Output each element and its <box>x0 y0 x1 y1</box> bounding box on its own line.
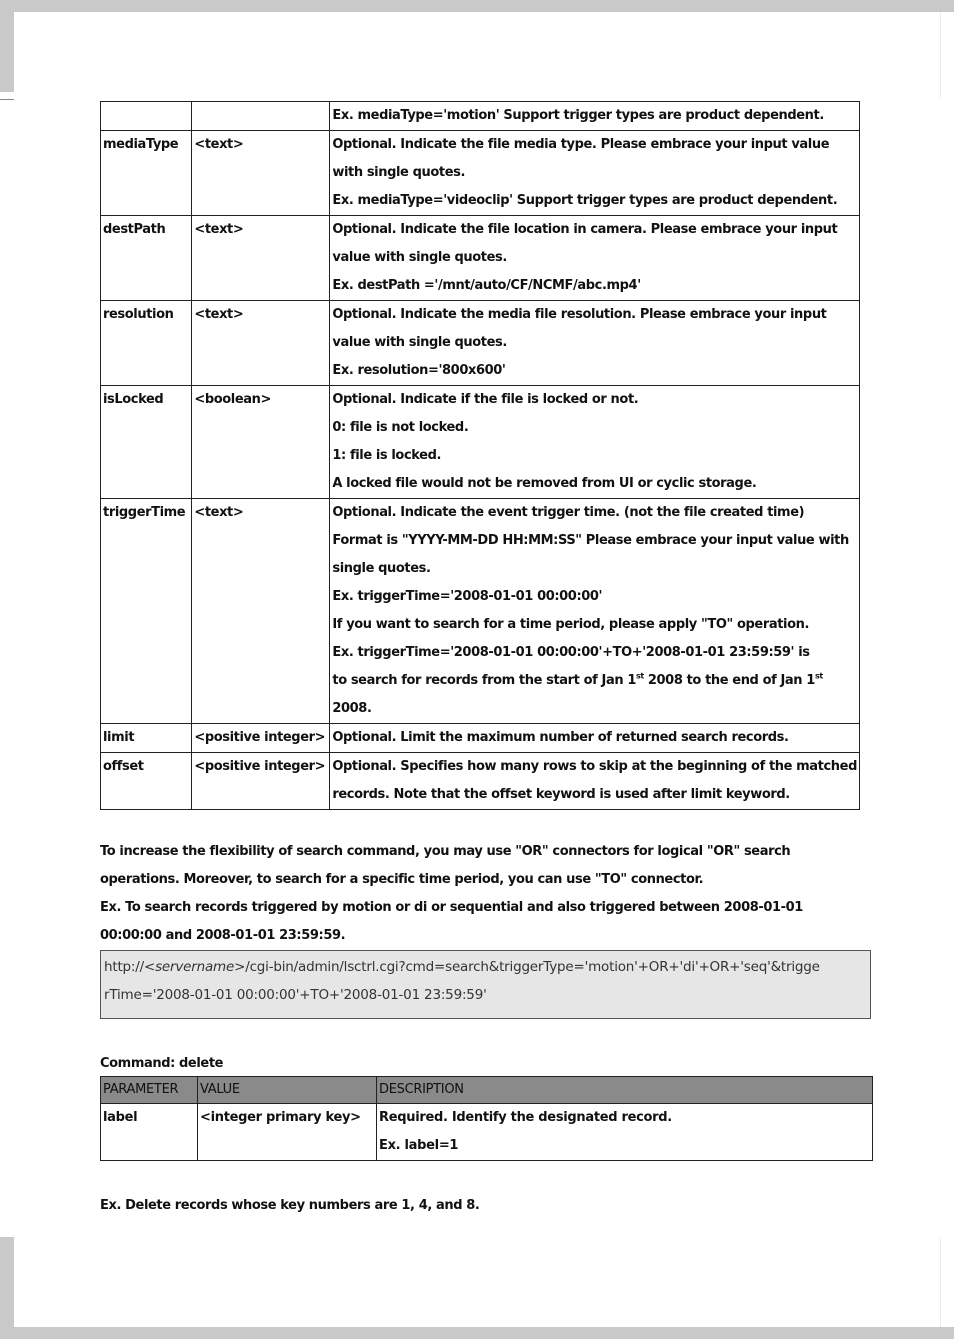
description-line: 0: file is not locked. <box>332 420 469 435</box>
param-type: <text> <box>192 499 330 724</box>
param-type: <positive integer> <box>192 724 330 753</box>
header-value: VALUE <box>198 1077 377 1104</box>
paragraph-line: To increase the flexibility of search command, you may use "OR" connectors for logical "OR" search <box>100 844 791 859</box>
table-row <box>101 102 860 131</box>
param-name: limit <box>101 724 192 753</box>
table-row <box>101 386 860 499</box>
param-type: <text> <box>192 301 330 386</box>
table-row <box>101 301 860 386</box>
param-name: resolution <box>101 301 192 386</box>
description-line: Optional. Indicate the event trigger time. (not the file created time) <box>332 505 805 520</box>
param-description <box>377 1104 873 1161</box>
param-description <box>330 753 860 810</box>
description-line: Optional. Indicate the file media type. Please embrace your input value <box>332 137 830 152</box>
page-edge-line <box>940 1237 941 1327</box>
code-line-2: rTime='2008-01-01 00:00:00'+TO+'2008-01-01 23:59:59' <box>104 987 487 1003</box>
parameters-table <box>100 101 860 810</box>
param-name: label <box>101 1104 198 1161</box>
description-line: If you want to search for a time period, please apply "TO" operation. <box>332 617 810 632</box>
page-frame-top <box>0 0 954 12</box>
description-line: 2008. <box>332 701 372 716</box>
code-servername: <servername> <box>143 959 246 975</box>
description-line: Optional. Specifies how many rows to skip at the beginning of the matched <box>332 759 857 774</box>
page-frame-left-bottom <box>0 1237 14 1339</box>
param-type <box>192 102 330 131</box>
param-description <box>330 131 860 216</box>
header-parameter: PARAMETER <box>101 1077 198 1104</box>
description-line: Ex. destPath ='/mnt/auto/CF/NCMF/abc.mp4' <box>332 278 641 293</box>
param-name: offset <box>101 753 192 810</box>
or-to-connector-paragraph <box>100 838 880 950</box>
command-heading <box>100 1050 223 1078</box>
description-line: Ex. label=1 <box>379 1138 459 1153</box>
table-row <box>101 499 860 724</box>
description-line: Ex. triggerTime='2008-01-01 00:00:00' <box>332 589 603 604</box>
param-description <box>330 216 860 301</box>
description-line: Optional. Indicate if the file is locked or not. <box>332 392 639 407</box>
param-type: <positive integer> <box>192 753 330 810</box>
ordinal-suffix: st <box>635 671 644 681</box>
param-type: <text> <box>192 216 330 301</box>
description-line: A locked file would not be removed from UI or cyclic storage. <box>332 476 757 491</box>
param-type: <boolean> <box>192 386 330 499</box>
description-line: single quotes. <box>332 561 431 576</box>
param-description <box>330 102 860 131</box>
page-frame-left-top <box>0 0 14 92</box>
table-row <box>101 131 860 216</box>
paragraph-line: operations. Moreover, to search for a specific time period, you can use "TO" connector. <box>100 872 704 887</box>
description-line: Ex. mediaType='videoclip' Support trigger types are product dependent. <box>332 193 838 208</box>
param-type: <text> <box>192 131 330 216</box>
description-line: Ex. mediaType='motion' Support trigger types are product dependent. <box>332 108 824 123</box>
param-name: isLocked <box>101 386 192 499</box>
param-name: destPath <box>101 216 192 301</box>
description-line: Optional. Indicate the media file resolution. Please embrace your input <box>332 307 827 322</box>
description-line: records. Note that the offset keyword is used after limit keyword. <box>332 787 790 802</box>
description-line: value with single quotes. <box>332 335 507 350</box>
paragraph-line: Ex. To search records triggered by motion or di or sequential and also triggered between 2008-01-01 <box>100 900 803 915</box>
code-prefix: http:// <box>104 959 144 975</box>
param-description <box>330 301 860 386</box>
page-edge-line <box>940 12 941 98</box>
param-description <box>330 724 860 753</box>
description-line: Required. Identify the designated record. <box>379 1110 672 1125</box>
paragraph-line: 00:00:00 and 2008-01-01 23:59:59. <box>100 928 346 943</box>
command-label: Command: <box>100 1056 180 1071</box>
page-frame-bottom <box>0 1327 954 1339</box>
delete-example-text: Ex. Delete records whose key numbers are 1, 4, and 8. <box>100 1198 480 1213</box>
table-row <box>101 753 860 810</box>
table-header-row <box>101 1077 873 1104</box>
delete-parameters-table <box>100 1076 873 1161</box>
param-description <box>330 499 860 724</box>
description-line: Ex. triggerTime='2008-01-01 00:00:00'+TO+'2008-01-01 23:59:59' is <box>332 645 810 660</box>
header-description: DESCRIPTION <box>377 1077 873 1104</box>
description-line: to search for records from the start of Jan 1st 2008 to the end of Jan 1st <box>332 671 823 688</box>
description-line: Optional. Limit the maximum number of returned search records. <box>332 730 789 745</box>
code-line-1 <box>104 953 867 981</box>
description-line: Format is "YYYY-MM-DD HH:MM:SS" Please embrace your input value with <box>332 533 849 548</box>
table-row <box>101 1104 873 1161</box>
param-name <box>101 102 192 131</box>
example-url-codebox <box>100 950 871 1019</box>
page-mark <box>0 99 14 100</box>
description-line: with single quotes. <box>332 165 465 180</box>
description-line: 1: file is locked. <box>332 448 442 463</box>
param-description <box>330 386 860 499</box>
description-line: value with single quotes. <box>332 250 507 265</box>
param-name: triggerTime <box>101 499 192 724</box>
table-row <box>101 216 860 301</box>
description-line: Optional. Indicate the file location in camera. Please embrace your input <box>332 222 838 237</box>
code-path: /cgi-bin/admin/lsctrl.cgi?cmd=search&triggerType='motion'+OR+'di'+OR+'seq'&trigge <box>245 959 820 975</box>
param-type: <integer primary key> <box>198 1104 377 1161</box>
param-name: mediaType <box>101 131 192 216</box>
table-row <box>101 724 860 753</box>
command-name: delete <box>179 1056 224 1071</box>
description-line: Ex. resolution='800x600' <box>332 363 506 378</box>
ordinal-suffix: st <box>814 671 823 681</box>
